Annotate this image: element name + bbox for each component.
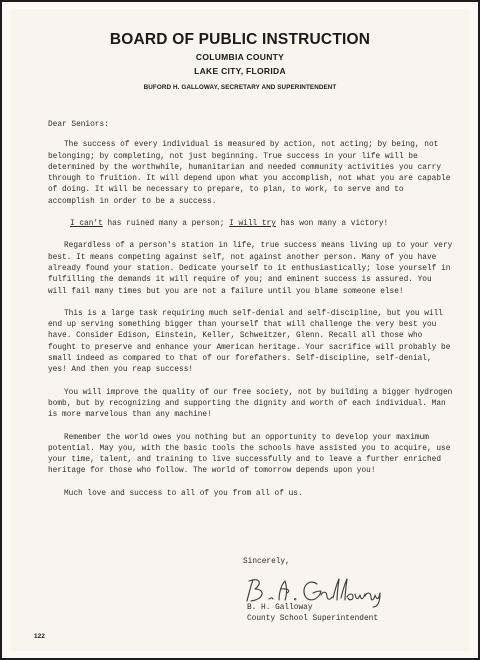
quote-line: [48, 219, 453, 230]
signature-title: County School Superintendent: [247, 615, 379, 623]
quote-cant: I can't: [70, 220, 103, 229]
letterhead-title: BOARD OF PUBLIC INSTRUCTION: [109, 31, 371, 48]
letterhead-secretary: BUFORD H. GALLOWAY, SECRETARY AND SUPERINTENDENT: [143, 84, 337, 91]
paragraph-3: This is a large task requiring much self-denial and self-discipline, but you will end up serving something bigger than yourself that will challenge the very best you have. Consider Edison, Einstein, Keller, Schweitzer, Glenn. Recall all those who fought to preserve and enhance your American heritage. Your sacrifice will probably be small indeed as compared to that of our forefathers. Self-discipline, self-denial, yes! And then you reap success!: [48, 309, 451, 375]
salutation: Dear Seniors:: [48, 121, 109, 129]
letter-body: [48, 120, 453, 511]
quote-mid: has ruined many a person;: [102, 220, 230, 229]
paragraph-6: Much love and success to all of you from all of us.: [64, 489, 303, 498]
letterhead-county: COLUMBIA COUNTY: [195, 52, 285, 62]
paragraph-4: You will improve the quality of our free society, not by building a bigger hydrogen bomb, but by recognizing and supporting the dignity and worth of each individual. Man is more marvelous than any machine!: [48, 388, 453, 420]
signature-name: B. H. Galloway: [247, 604, 313, 612]
letter-page: [11, 9, 469, 651]
closing: Sincerely,: [243, 558, 290, 566]
paragraph-2: Regardless of a person's station in life, true success means living up to your very best. It means competing against self, not against another person. Many of you have already found your station. Dedicate yourself to it enthusiastically; lose yourself in fulfilling the demands it will require of you; and eminent success is assured. You will fail many times but you are not a failure until you blame someone else!: [48, 242, 453, 296]
quote-end: has won many a victory!: [275, 220, 389, 229]
quote-will-try: I will try: [229, 220, 276, 229]
paragraph-5: Remember the world owes you nothing but an opportunity to develop your maximum potential. May you, with the basic tools the schools have assisted you to acquire, use your time, talent, and training to live successfully and to leave a further enriched heritage for those who follow. The world of tomorrow depends upon you!: [48, 433, 451, 476]
letterhead-city: LAKE CITY, FLORIDA: [194, 66, 286, 76]
paragraph-1: The success of every individual is measured by action, not acting; by being, not belonging; by completing, not just beginning. True success in your life will be determined by the worthwhile, humanitarian and needed community activities you carry through to fruition. It will depend upon what you accomplish, not what you are capable of doing. It will be necessary to prepare, to plan, to work, to serve and to accomplish in order to be a success.: [48, 141, 451, 206]
page-number: 122: [34, 633, 45, 640]
